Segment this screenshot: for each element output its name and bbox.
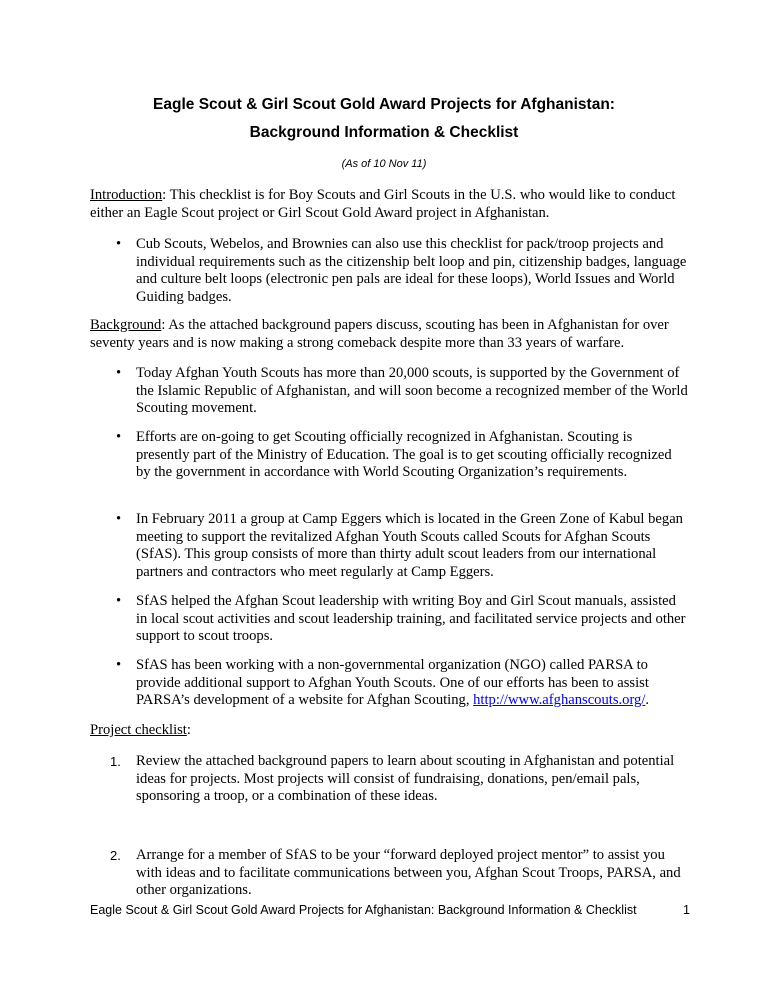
list-item [108,236,688,306]
background-text: : As the attached background papers discuss, scouting has been in Afghanistan for over seventy years and is now making a strong comeback despite more than 33 years of warfare. [90,317,669,351]
bullet-text: Today Afghan Youth Scouts has more than 20,000 scouts, is supported by the Government of the Islamic Republic of Afghanistan, and will soon become a recognized member of the World Scouting movement. [136,365,688,416]
introduction-paragraph [90,187,680,222]
checklist-heading-line [90,722,680,740]
checklist-text: Arrange for a member of SfAS to be your “forward deployed project mentor” to assist you with ideas and to facilitate communications between you, Afghan Scout Troops, PARSA, and other organizations. [136,847,681,898]
list-item [108,429,688,482]
bullet-icon: • [116,429,122,445]
bullet-icon: • [116,593,122,609]
title-line-2: Background Information & Checklist [249,124,519,141]
introduction-text: : This checklist is for Boy Scouts and Girl Scouts in the U.S. who would like to conduct either an Eagle Scout project or Girl Scout Gold Award project in Afghanistan. [90,187,676,221]
bullet-text [136,657,688,710]
checklist-text: Review the attached background papers to learn about scouting in Afghanistan and potential ideas for projects. Most projects will consist of fundraising, donations, pen/email pals, sponsoring a troop, or a combination of these ideas. [136,753,675,804]
checklist-item [108,753,688,806]
bullet-icon: • [116,365,122,381]
list-item [108,657,688,710]
bullet-icon: • [116,657,122,673]
afghanscouts-link[interactable]: http://www.afghanscouts.org/ [473,692,646,708]
background-heading: Background [90,317,162,333]
list-item [108,511,688,581]
background-paragraph [90,317,680,352]
footer-text: Eagle Scout & Girl Scout Gold Award Projects for Afghanistan: Background Information & Checklist [90,903,637,917]
list-item [108,365,688,418]
list-item [108,593,688,646]
checklist-colon: : [186,722,191,738]
parsa-text: SfAS has been working with a non-governmental organization (NGO) called PARSA to provide additional support to Afghan Youth Scouts. One of our efforts has been to assist PARSA’s development of a website for Afghan Scouting, [136,657,649,708]
page-footer [90,903,690,917]
bullet-icon: • [116,236,122,252]
checklist-heading: Project checklist [90,722,187,738]
parsa-end: . [645,692,650,708]
bullet-icon: • [116,511,122,527]
checklist-item [108,847,688,900]
checklist-number: 2. [110,848,121,863]
checklist-number: 1. [110,754,121,769]
title-line-1: Eagle Scout & Girl Scout Gold Award Projects for Afghanistan: [153,96,615,113]
bullet-text: SfAS helped the Afghan Scout leadership with writing Boy and Girl Scout manuals, assisted in local scout activities and scout leadership training, and facilitated service projects and other support to scout troops. [136,593,686,644]
page-number: 1 [683,903,690,917]
bullet-text: In February 2011 a group at Camp Eggers which is located in the Green Zone of Kabul began meeting to support the revitalized Afghan Youth Scouts called Scouts for Afghan Scouts (SfAS). This group consists of more than thirty adult scout leaders from our international partners and contractors who meet regularly at Camp Eggers. [136,511,683,580]
bullet-text: Efforts are on-going to get Scouting officially recognized in Afghanistan. Scouting is presently part of the Ministry of Education. The goal is to get scouting officially recognized by the government in accordance with World Scouting Organization’s requirements. [136,429,672,480]
bullet-text: Cub Scouts, Webelos, and Brownies can also use this checklist for pack/troop projects and individual requirements such as the citizenship belt loop and pin, citizenship badges, language and culture belt loops (electronic pen pals are ideal for these loops), World Issues and World Guiding badges. [136,236,687,305]
as-of-date: (As of 10 Nov 11) [341,158,427,170]
introduction-heading: Introduction [90,187,163,203]
